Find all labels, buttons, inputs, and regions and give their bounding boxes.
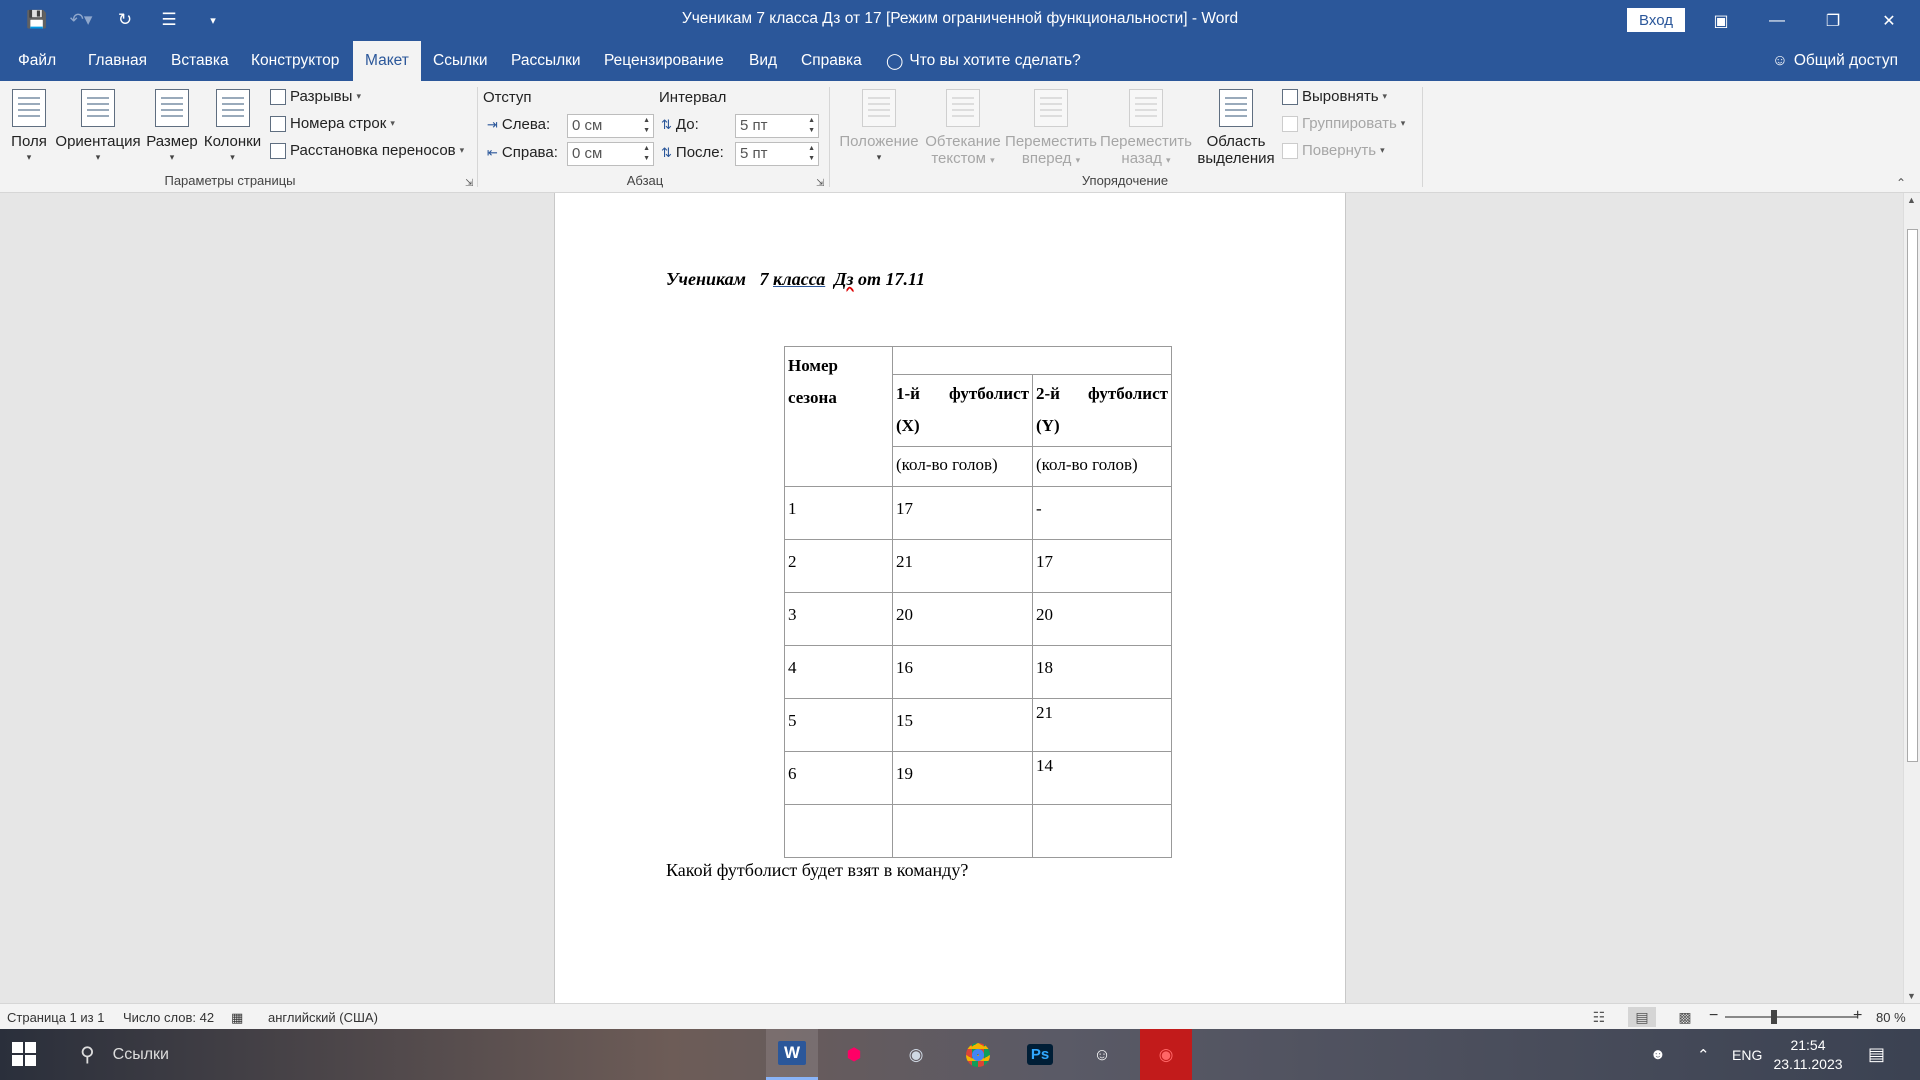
wrap-text-label: Обтекание <box>925 133 1001 150</box>
position-button[interactable] <box>836 89 922 163</box>
table-row <box>785 347 1172 375</box>
orientation-icon <box>81 89 115 127</box>
table-cell-season: 1 <box>785 487 893 540</box>
tell-me-search[interactable] <box>886 41 1081 81</box>
table-row <box>785 487 1172 540</box>
wrap-text-button[interactable] <box>922 89 1004 167</box>
table-cell-x: 16 <box>893 646 1033 699</box>
table-cell-y: 17 <box>1033 540 1172 593</box>
chevron-down-icon: ▾ <box>1400 118 1406 128</box>
tab-mailings[interactable]: Рассылки <box>511 52 581 69</box>
hyphenation-button[interactable] <box>270 142 464 159</box>
chevron-down-icon: ▾ <box>169 152 175 162</box>
language-status[interactable]: английский (США) <box>268 1010 378 1025</box>
table-header-cell: Номер сезона <box>785 347 893 487</box>
sign-in-button[interactable]: Вход <box>1627 8 1685 32</box>
hyphenation-label: Расстановка переносов <box>290 142 456 159</box>
minimize-button[interactable]: — <box>1769 11 1785 29</box>
table-cell-season: 6 <box>785 752 893 805</box>
tab-file[interactable]: Файл <box>18 52 57 69</box>
tab-insert[interactable]: Вставка <box>171 52 229 69</box>
windows-start-icon[interactable] <box>12 1042 36 1066</box>
spacing-after-icon: ⇅ <box>661 144 672 160</box>
ribbon-tabs <box>0 41 1920 81</box>
send-backward-label-2: назад <box>1121 150 1162 167</box>
breaks-label: Разрывы <box>290 88 353 105</box>
send-backward-label: Переместить <box>1100 133 1192 150</box>
line-numbers-label: Номера строк <box>290 115 387 132</box>
chevron-down-icon: ▾ <box>1380 145 1385 155</box>
arrange-group-label: Упорядочение <box>1081 173 1169 188</box>
chevron-down-icon: ▾ <box>356 91 361 101</box>
chevron-down-icon: ▾ <box>990 155 995 165</box>
tab-layout[interactable]: Макет <box>353 41 421 81</box>
taskbar <box>0 1029 1920 1080</box>
wrap-text-label-2: текстом <box>931 150 986 167</box>
orientation-button[interactable] <box>55 89 141 163</box>
bring-forward-label-2: вперед <box>1021 150 1072 167</box>
size-button[interactable] <box>145 89 199 163</box>
line-numbers-icon <box>270 116 286 132</box>
undo-icon[interactable]: ↶▾ <box>69 10 93 29</box>
indent-right-label: ⇤ Справа: <box>487 144 558 161</box>
restore-button[interactable]: ❐ <box>1825 12 1841 30</box>
scroll-down-icon[interactable]: ▼ <box>1907 991 1916 1001</box>
columns-button[interactable] <box>202 89 263 163</box>
margins-label: Поля <box>11 133 47 150</box>
table-row <box>785 752 1172 805</box>
margins-icon <box>12 89 46 127</box>
tab-review[interactable]: Рецензирование <box>604 52 724 69</box>
people-icon[interactable]: ☻ <box>1650 1046 1666 1063</box>
chrome-icon[interactable] <box>952 1029 1004 1080</box>
indent-right-input[interactable]: 0 см ▲ ▼ <box>567 142 654 166</box>
paragraph-group-label: Абзац <box>626 173 664 188</box>
size-label: Размер <box>146 133 198 150</box>
share-button[interactable] <box>1772 41 1898 81</box>
zoom-slider-thumb[interactable] <box>1771 1010 1777 1024</box>
group-icon <box>1282 116 1298 132</box>
paragraph-launcher-icon[interactable]: ⇲ <box>816 178 825 189</box>
chevron-down-icon: ▾ <box>390 118 395 128</box>
orientation-label: Ориентация <box>55 133 141 150</box>
chevron-down-icon: ▾ <box>459 145 465 155</box>
table-cell-season: 2 <box>785 540 893 593</box>
web-layout-icon[interactable]: ▩ <box>1678 1008 1692 1025</box>
size-icon <box>155 89 189 127</box>
chevron-down-icon: ▾ <box>230 152 235 162</box>
spacing-before-icon: ⇅ <box>661 116 672 132</box>
taskbar-clock[interactable] <box>1763 1036 1853 1074</box>
vertical-scrollbar[interactable] <box>1903 193 1920 1003</box>
clock-date: 23.11.2023 <box>1773 1056 1843 1072</box>
table-row <box>785 593 1172 646</box>
table-subheader-cell: (кол-во голов) <box>1033 447 1172 487</box>
tab-home[interactable]: Главная <box>88 52 147 69</box>
zoom-out-icon[interactable]: − <box>1709 1007 1719 1024</box>
spinner-arrows-icon[interactable]: ▲ ▼ <box>643 117 650 134</box>
send-backward-icon <box>1129 89 1163 127</box>
notifications-icon[interactable]: ▤ <box>1868 1044 1886 1064</box>
input-language[interactable]: ENG <box>1732 1046 1763 1063</box>
table-cell-x: 15 <box>893 699 1033 752</box>
table-cell-season: 4 <box>785 646 893 699</box>
align-icon <box>1282 89 1298 105</box>
word-count[interactable]: Число слов: 42 <box>123 1010 215 1025</box>
clock-time: 21:54 <box>1790 1037 1826 1053</box>
chevron-down-icon: ▾ <box>1075 155 1081 165</box>
document-question: Какой футболист будет взят в команду? <box>666 860 969 880</box>
indent-section-label: Отступ <box>483 89 532 106</box>
share-label: Общий доступ <box>1793 52 1898 69</box>
breaks-icon <box>270 89 286 105</box>
collapse-ribbon-icon[interactable]: ⌃ <box>1896 176 1907 190</box>
selection-pane-label-2: выделения <box>1197 150 1275 167</box>
title-bar <box>0 0 1920 41</box>
zoom-slider[interactable] <box>1725 1016 1857 1018</box>
table-cell-empty <box>893 805 1033 858</box>
selection-pane-button[interactable] <box>1192 89 1280 167</box>
word-app-icon[interactable]: W <box>766 1029 818 1080</box>
tab-references[interactable]: Ссылки <box>433 52 488 69</box>
goals-table[interactable] <box>784 346 1172 858</box>
rotate-icon <box>1282 143 1298 159</box>
recording-app-icon[interactable]: ◉ <box>1140 1029 1192 1080</box>
steam-icon[interactable]: ◉ <box>908 1044 924 1064</box>
gem-app-icon[interactable]: ⬢ <box>846 1044 862 1064</box>
indent-left-input[interactable]: 0 см ▲ ▼ <box>567 114 654 138</box>
indent-left-icon: ⇥ <box>487 116 498 132</box>
status-bar <box>0 1003 1920 1029</box>
table-cell-y: 14 <box>1033 752 1172 805</box>
spacing-after-label: ⇅ После: <box>661 144 724 161</box>
table-header-cell: 2-й футболист (Y) <box>1033 375 1172 447</box>
group-separator <box>477 87 478 187</box>
table-cell-empty <box>785 805 893 858</box>
columns-label: Колонки <box>203 133 262 150</box>
group-separator <box>829 87 830 187</box>
table-row <box>785 646 1172 699</box>
table-subheader-cell: (кол-во голов) <box>893 447 1033 487</box>
table-cell-empty <box>1033 805 1172 858</box>
margins-button[interactable] <box>8 89 50 163</box>
customize-qat-icon[interactable]: ▾ <box>210 14 216 27</box>
print-layout-icon[interactable]: ▤ <box>1628 1007 1656 1027</box>
zoom-level[interactable]: 80 % <box>1876 1010 1906 1025</box>
spacing-before-input[interactable]: 5 пт ▲ ▼ <box>735 114 819 138</box>
chevron-down-icon: ▾ <box>26 152 32 162</box>
table-cell-x: 17 <box>893 487 1033 540</box>
zoom-in-icon[interactable]: + <box>1853 1007 1863 1024</box>
read-mode-icon[interactable]: ☷ <box>1592 1008 1606 1025</box>
selection-pane-icon <box>1219 89 1253 127</box>
close-button[interactable]: ✕ <box>1882 12 1896 30</box>
document-page[interactable] <box>554 193 1346 1003</box>
spinner-arrows-icon[interactable]: ▲ ▼ <box>808 117 815 134</box>
save-icon[interactable]: 💾 <box>26 10 48 29</box>
redo-icon[interactable]: ↻ <box>117 10 133 29</box>
tab-help[interactable]: Справка <box>801 52 862 69</box>
group-separator <box>1422 87 1423 187</box>
rotate-label: Повернуть <box>1302 142 1377 159</box>
bring-forward-button[interactable] <box>1004 89 1098 167</box>
page-count[interactable]: Страница 1 из 1 <box>7 1010 105 1025</box>
proofing-icon[interactable]: ▦ <box>231 1010 244 1025</box>
table-row <box>785 805 1172 858</box>
align-label: Выровнять <box>1302 88 1379 105</box>
position-icon <box>862 89 896 127</box>
indent-right-icon: ⇤ <box>487 144 498 160</box>
search-icon: ⚲ <box>80 1044 95 1066</box>
table-cell-x: 20 <box>893 593 1033 646</box>
table-row <box>785 699 1172 752</box>
chevron-down-icon: ▾ <box>95 152 101 162</box>
table-row <box>785 540 1172 593</box>
spinner-arrows-icon[interactable]: ▲ ▼ <box>808 145 815 162</box>
wrap-text-icon <box>946 89 980 127</box>
document-heading: Ученикам 7 класса Дз от 17.11 <box>666 269 926 289</box>
tab-design[interactable]: Конструктор <box>251 52 340 69</box>
page-setup-launcher-icon[interactable]: ⇲ <box>465 178 474 189</box>
taskbar-search[interactable] <box>60 1029 760 1080</box>
spacing-section-label: Интервал <box>659 89 727 106</box>
spacing-before-label: ⇅ До: <box>661 116 699 133</box>
hyphenation-icon <box>270 143 286 159</box>
table-cell-season: 3 <box>785 593 893 646</box>
discord-icon[interactable]: ☺ <box>1093 1044 1111 1064</box>
position-label: Положение <box>839 133 919 150</box>
table-cell-season: 5 <box>785 699 893 752</box>
spacing-after-input[interactable]: 5 пт ▲ ▼ <box>735 142 819 166</box>
person-icon: ☺ <box>1772 52 1788 69</box>
breaks-button[interactable] <box>270 88 361 105</box>
table-cell-y: - <box>1033 487 1172 540</box>
tray-chevron-up-icon[interactable]: ⌃ <box>1697 1046 1710 1064</box>
send-backward-button[interactable] <box>1099 89 1193 167</box>
touch-mode-icon[interactable]: ☰ <box>161 10 177 29</box>
page-setup-group-label: Параметры страницы <box>164 173 296 188</box>
window-title: Ученикам 7 класса Дз от 17 [Режим ограниченной функциональности] - Word <box>681 10 1239 27</box>
scroll-up-icon[interactable]: ▲ <box>1907 195 1916 205</box>
spinner-arrows-icon[interactable]: ▲ ▼ <box>643 145 650 162</box>
ribbon <box>0 81 1920 193</box>
table-cell-y: 21 <box>1033 699 1172 752</box>
indent-left-label: ⇥ Слева: <box>487 116 551 133</box>
chevron-down-icon: ▾ <box>1382 91 1388 101</box>
selection-pane-label: Область <box>1206 133 1266 150</box>
lightbulb-icon: ◯ <box>886 52 904 70</box>
group-button[interactable] <box>1282 115 1405 132</box>
columns-icon <box>216 89 250 127</box>
group-label: Группировать <box>1302 115 1397 132</box>
rotate-button[interactable] <box>1282 142 1385 159</box>
document-area <box>0 193 1903 1003</box>
tell-me-label: Что вы хотите сделать? <box>909 52 1081 69</box>
ribbon-display-options-icon[interactable]: ▣ <box>1713 12 1729 30</box>
chevron-down-icon: ▾ <box>876 152 882 162</box>
table-cell-x: 19 <box>893 752 1033 805</box>
bring-forward-icon <box>1034 89 1068 127</box>
bring-forward-label: Переместить <box>1005 133 1097 150</box>
line-numbers-button[interactable] <box>270 115 395 132</box>
table-header-cell <box>893 347 1172 375</box>
table-header-cell: 1-й футболист (X) <box>893 375 1033 447</box>
tab-view[interactable]: Вид <box>749 52 778 69</box>
photoshop-icon[interactable]: Ps <box>1014 1029 1066 1080</box>
table-cell-x: 21 <box>893 540 1033 593</box>
table-cell-y: 18 <box>1033 646 1172 699</box>
scrollbar-thumb[interactable] <box>1907 229 1918 762</box>
align-button[interactable] <box>1282 88 1387 105</box>
taskbar-search-text: Ссылки <box>112 1045 169 1063</box>
chevron-down-icon: ▾ <box>1166 155 1171 165</box>
table-cell-y: 20 <box>1033 593 1172 646</box>
